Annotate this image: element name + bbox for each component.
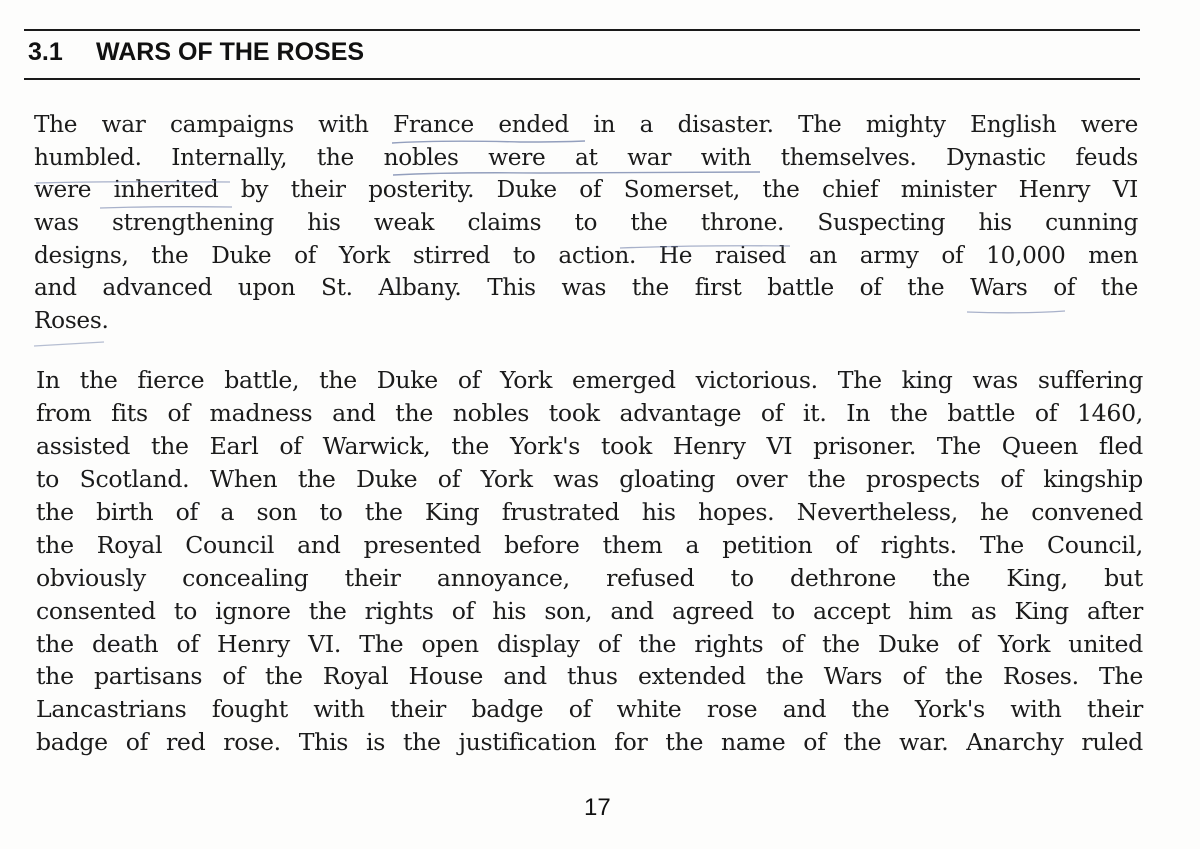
paragraph-line: from fits of madness and the nobles took advantage of it. In the battle of 1460,	[36, 398, 1143, 427]
paragraph-line: assisted the Earl of Warwick, the York's took Henry VI prisoner. The Queen fled	[36, 431, 1143, 460]
paragraph-line: The war campaigns with France ended in a disaster. The mighty English were	[34, 111, 1138, 138]
paragraph-line: humbled. Internally, the nobles were at war with themselves. Dynastic feuds	[34, 143, 1138, 171]
paragraph-2	[36, 364, 1143, 759]
paragraph-line: were inherited by their posterity. Duke of Somerset, the chief minister Henry VI	[34, 176, 1138, 204]
paragraph-line: and advanced upon St. Albany. This was the first battle of the Wars of the	[34, 274, 1138, 302]
section-heading	[28, 38, 364, 67]
header-rule-top	[24, 29, 1140, 31]
paragraph-line: the birth of a son to the King frustrated his hopes. Nevertheless, he convened	[36, 497, 1143, 526]
section-title: WARS OF THE ROSES	[96, 38, 365, 66]
pen-underline-mark	[34, 342, 104, 346]
paragraph-line: the Royal Council and presented before them a petition of rights. The Council,	[36, 530, 1143, 559]
paragraph-line: Lancastrians fought with their badge of white rose and the York's with their	[36, 695, 1143, 724]
paragraph-line: was strengthening his weak claims to the throne. Suspecting his cunning	[34, 209, 1138, 237]
section-number: 3.1	[28, 38, 63, 66]
header-rule-bottom	[24, 78, 1140, 80]
page-number: 17	[584, 794, 611, 821]
paragraph-line: Roses.	[34, 307, 109, 335]
paragraph-line: badge of red rose. This is the justification for the name of the war. Anarchy ruled	[36, 728, 1143, 757]
paragraph-line: In the fierce battle, the Duke of York emerged victorious. The king was suffering	[36, 366, 1143, 394]
paragraph-1	[34, 109, 1138, 338]
paragraph-line: to Scotland. When the Duke of York was gloating over the prospects of kingship	[36, 464, 1143, 493]
paragraph-line: obviously concealing their annoyance, refused to dethrone the King, but	[36, 563, 1143, 592]
paragraph-line: consented to ignore the rights of his son, and agreed to accept him as King after	[36, 596, 1143, 625]
paragraph-line: the death of Henry VI. The open display of the rights of the Duke of York united	[36, 629, 1143, 658]
paragraph-line: designs, the Duke of York stirred to action. He raised an army of 10,000 men	[34, 241, 1138, 269]
paragraph-line: the partisans of the Royal House and thus extended the Wars of the Roses. The	[36, 662, 1143, 691]
